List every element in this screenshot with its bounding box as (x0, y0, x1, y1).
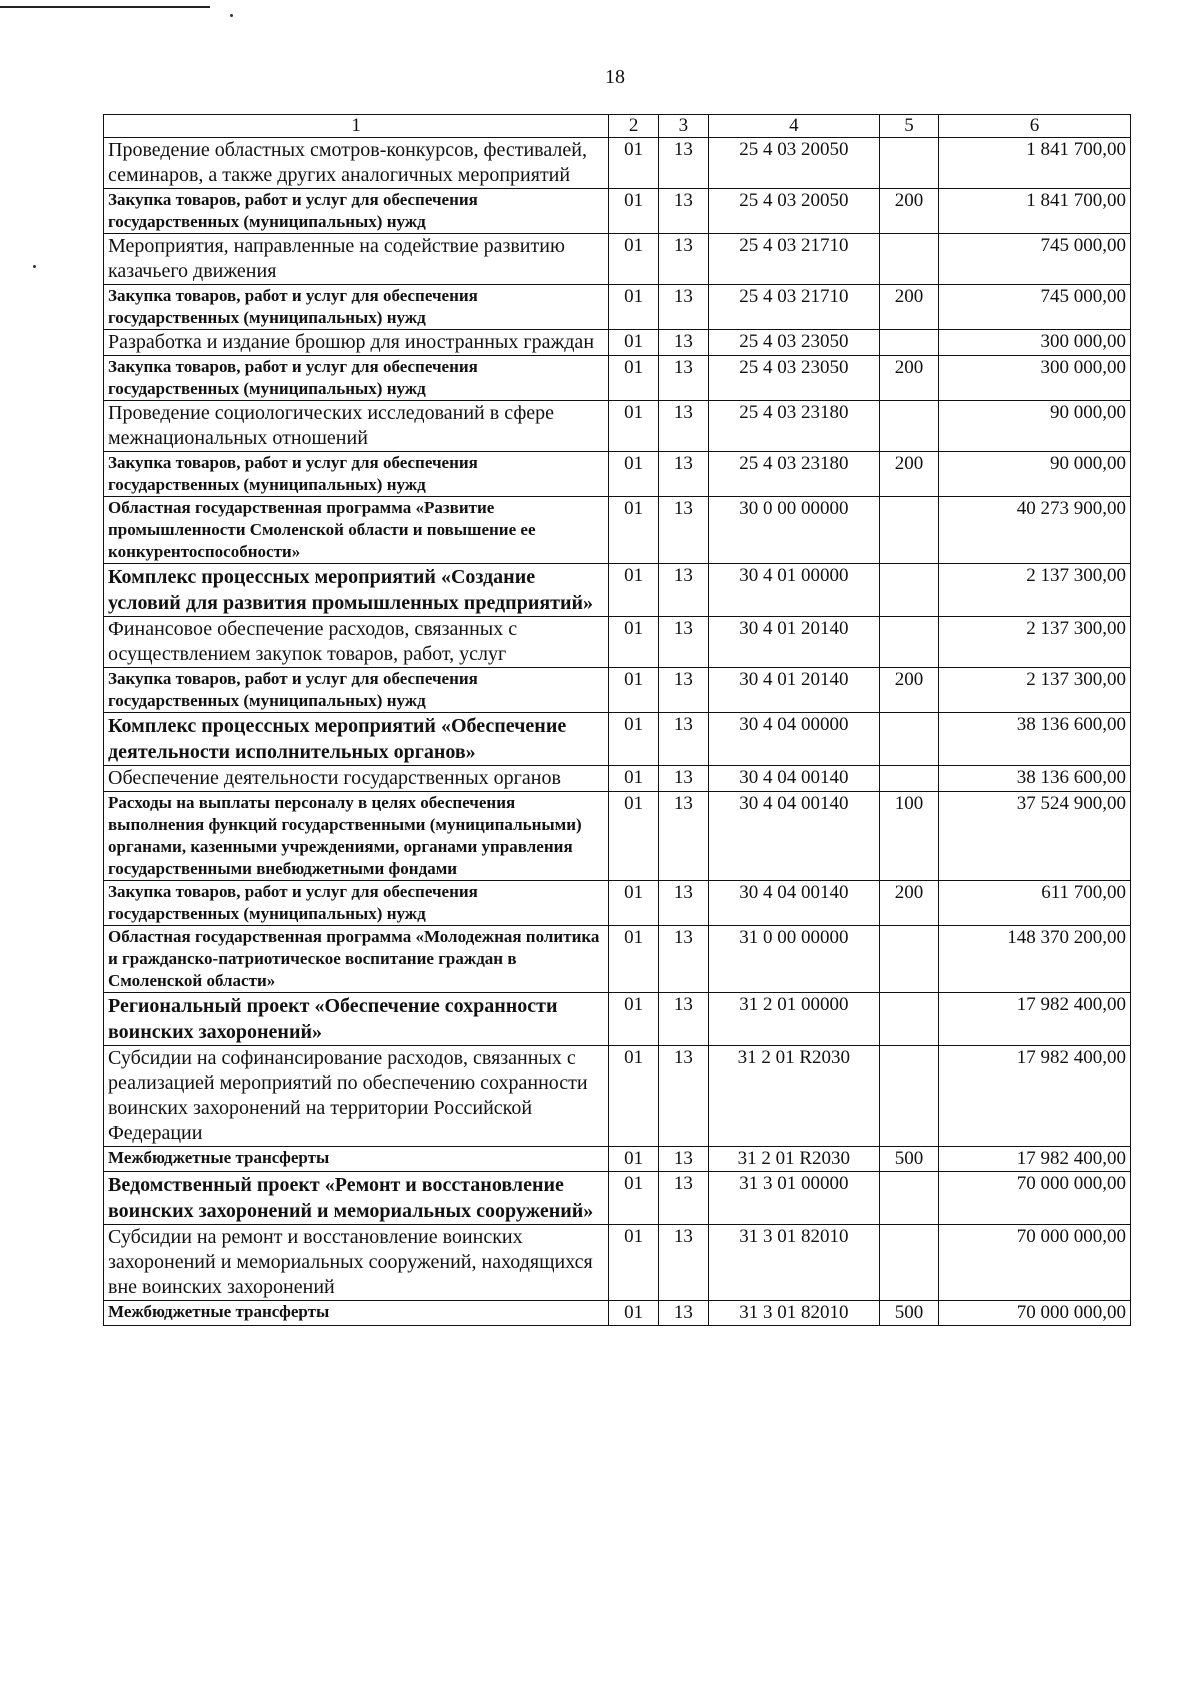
header-cell-1: 1 (104, 115, 609, 138)
table-row (104, 1225, 1131, 1301)
row-section-cell: 01 (609, 993, 659, 1046)
row-subsection-cell: 13 (658, 1172, 708, 1225)
row-section-cell: 01 (609, 234, 659, 285)
row-amount-cell: 38 136 600,00 (939, 713, 1131, 766)
row-section-cell: 01 (609, 564, 659, 617)
row-subsection-cell: 13 (658, 234, 708, 285)
row-target-code-cell: 25 4 03 23050 (708, 356, 879, 401)
table-row (104, 881, 1131, 926)
row-section-cell: 01 (609, 1301, 659, 1326)
row-amount-cell: 611 700,00 (939, 881, 1131, 926)
row-target-code-cell: 30 4 04 00140 (708, 792, 879, 881)
row-name-cell: Областная государственная программа «Молодежная политика и гражданско-патриотическое воспитание граждан в Смоленской области» (104, 926, 609, 993)
row-expense-type-cell: 500 (879, 1147, 938, 1172)
row-name-cell: Закупка товаров, работ и услуг для обеспечения государственных (муниципальных) нужд (104, 452, 609, 497)
row-expense-type-cell (879, 713, 938, 766)
row-name-cell: Комплекс процессных мероприятий «Создание условий для развития промышленных предприятий» (104, 564, 609, 617)
row-section-cell: 01 (609, 1172, 659, 1225)
table-row (104, 285, 1131, 330)
row-name-cell: Субсидии на ремонт и восстановление воинских захоронений и мемориальных сооружений, находящихся вне воинских захоронений (104, 1225, 609, 1301)
row-subsection-cell: 13 (658, 564, 708, 617)
header-cell-4: 4 (708, 115, 879, 138)
row-amount-cell: 745 000,00 (939, 234, 1131, 285)
row-amount-cell: 70 000 000,00 (939, 1301, 1131, 1326)
row-name-cell: Закупка товаров, работ и услуг для обеспечения государственных (муниципальных) нужд (104, 668, 609, 713)
row-name-cell: Мероприятия, направленные на содействие развитию казачьего движения (104, 234, 609, 285)
table-row (104, 330, 1131, 356)
row-target-code-cell: 31 2 01 R2030 (708, 1147, 879, 1172)
row-target-code-cell: 30 4 04 00140 (708, 881, 879, 926)
table-row (104, 668, 1131, 713)
row-expense-type-cell (879, 1172, 938, 1225)
row-expense-type-cell: 500 (879, 1301, 938, 1326)
row-name-cell: Разработка и издание брошюр для иностранных граждан (104, 330, 609, 356)
row-target-code-cell: 30 4 01 20140 (708, 617, 879, 668)
row-expense-type-cell (879, 926, 938, 993)
row-expense-type-cell (879, 1046, 938, 1147)
row-target-code-cell: 31 3 01 82010 (708, 1225, 879, 1301)
table-row (104, 926, 1131, 993)
row-section-cell: 01 (609, 926, 659, 993)
row-section-cell: 01 (609, 617, 659, 668)
row-section-cell: 01 (609, 401, 659, 452)
row-amount-cell: 2 137 300,00 (939, 564, 1131, 617)
row-amount-cell: 17 982 400,00 (939, 1147, 1131, 1172)
row-name-cell: Комплекс процессных мероприятий «Обеспечение деятельности исполнительных органов» (104, 713, 609, 766)
row-section-cell: 01 (609, 668, 659, 713)
row-name-cell: Межбюджетные трансферты (104, 1147, 609, 1172)
row-subsection-cell: 13 (658, 285, 708, 330)
table-row (104, 713, 1131, 766)
row-amount-cell: 148 370 200,00 (939, 926, 1131, 993)
row-target-code-cell: 31 2 01 00000 (708, 993, 879, 1046)
row-target-code-cell: 31 3 01 00000 (708, 1172, 879, 1225)
row-subsection-cell: 13 (658, 401, 708, 452)
row-subsection-cell: 13 (658, 668, 708, 713)
row-section-cell: 01 (609, 138, 659, 189)
row-expense-type-cell: 200 (879, 668, 938, 713)
row-subsection-cell: 13 (658, 189, 708, 234)
row-section-cell: 01 (609, 1147, 659, 1172)
table-row (104, 452, 1131, 497)
row-subsection-cell: 13 (658, 1046, 708, 1147)
row-amount-cell: 40 273 900,00 (939, 497, 1131, 564)
row-amount-cell: 90 000,00 (939, 401, 1131, 452)
row-expense-type-cell (879, 993, 938, 1046)
row-name-cell: Межбюджетные трансферты (104, 1301, 609, 1326)
row-expense-type-cell (879, 401, 938, 452)
row-target-code-cell: 25 4 03 21710 (708, 234, 879, 285)
row-section-cell: 01 (609, 1046, 659, 1147)
row-expense-type-cell: 200 (879, 881, 938, 926)
row-subsection-cell: 13 (658, 138, 708, 189)
row-amount-cell: 1 841 700,00 (939, 138, 1131, 189)
table-row (104, 1147, 1131, 1172)
row-section-cell: 01 (609, 452, 659, 497)
table-row (104, 792, 1131, 881)
row-section-cell: 01 (609, 1225, 659, 1301)
header-cell-6: 6 (939, 115, 1131, 138)
row-subsection-cell: 13 (658, 926, 708, 993)
table-row (104, 497, 1131, 564)
table-row (104, 356, 1131, 401)
row-expense-type-cell (879, 330, 938, 356)
row-target-code-cell: 30 4 04 00000 (708, 713, 879, 766)
row-target-code-cell: 30 4 04 00140 (708, 766, 879, 792)
table-row (104, 564, 1131, 617)
row-subsection-cell: 13 (658, 766, 708, 792)
table-row (104, 766, 1131, 792)
header-cell-3: 3 (658, 115, 708, 138)
row-expense-type-cell: 200 (879, 356, 938, 401)
row-section-cell: 01 (609, 356, 659, 401)
row-amount-cell: 70 000 000,00 (939, 1225, 1131, 1301)
table-row (104, 1046, 1131, 1147)
row-expense-type-cell (879, 1225, 938, 1301)
row-subsection-cell: 13 (658, 330, 708, 356)
row-expense-type-cell: 200 (879, 452, 938, 497)
row-target-code-cell: 25 4 03 20050 (708, 189, 879, 234)
table-row (104, 401, 1131, 452)
row-amount-cell: 70 000 000,00 (939, 1172, 1131, 1225)
row-target-code-cell: 30 0 00 00000 (708, 497, 879, 564)
row-amount-cell: 2 137 300,00 (939, 617, 1131, 668)
budget-table (103, 114, 1131, 1326)
row-section-cell: 01 (609, 330, 659, 356)
row-expense-type-cell (879, 497, 938, 564)
row-amount-cell: 300 000,00 (939, 356, 1131, 401)
row-subsection-cell: 13 (658, 713, 708, 766)
budget-table-body (104, 115, 1131, 1326)
row-target-code-cell: 30 4 01 00000 (708, 564, 879, 617)
row-amount-cell: 38 136 600,00 (939, 766, 1131, 792)
row-amount-cell: 17 982 400,00 (939, 993, 1131, 1046)
row-name-cell: Ведомственный проект «Ремонт и восстановление воинских захоронений и мемориальных сооружений» (104, 1172, 609, 1225)
row-section-cell: 01 (609, 285, 659, 330)
row-name-cell: Субсидии на софинансирование расходов, связанных с реализацией мероприятий по обеспечению сохранности воинских захоронений на территории Российской Федерации (104, 1046, 609, 1147)
row-target-code-cell: 25 4 03 23180 (708, 401, 879, 452)
header-cell-5: 5 (879, 115, 938, 138)
row-expense-type-cell (879, 564, 938, 617)
row-section-cell: 01 (609, 713, 659, 766)
row-section-cell: 01 (609, 497, 659, 564)
row-target-code-cell: 31 2 01 R2030 (708, 1046, 879, 1147)
row-subsection-cell: 13 (658, 881, 708, 926)
row-target-code-cell: 25 4 03 23050 (708, 330, 879, 356)
row-amount-cell: 300 000,00 (939, 330, 1131, 356)
row-name-cell: Областная государственная программа «Развитие промышленности Смоленской области и повышение ее конкурентоспособности» (104, 497, 609, 564)
page-number: 18 (605, 66, 625, 88)
row-target-code-cell: 25 4 03 23180 (708, 452, 879, 497)
row-section-cell: 01 (609, 792, 659, 881)
row-target-code-cell: 25 4 03 20050 (708, 138, 879, 189)
row-amount-cell: 1 841 700,00 (939, 189, 1131, 234)
row-target-code-cell: 25 4 03 21710 (708, 285, 879, 330)
row-subsection-cell: 13 (658, 617, 708, 668)
row-amount-cell: 2 137 300,00 (939, 668, 1131, 713)
row-section-cell: 01 (609, 881, 659, 926)
table-row (104, 1301, 1131, 1326)
row-subsection-cell: 13 (658, 1301, 708, 1326)
row-subsection-cell: 13 (658, 1147, 708, 1172)
row-name-cell: Закупка товаров, работ и услуг для обеспечения государственных (муниципальных) нужд (104, 356, 609, 401)
row-target-code-cell: 31 3 01 82010 (708, 1301, 879, 1326)
row-name-cell: Закупка товаров, работ и услуг для обеспечения государственных (муниципальных) нужд (104, 189, 609, 234)
row-subsection-cell: 13 (658, 356, 708, 401)
scan-top-line (0, 6, 210, 8)
row-expense-type-cell: 200 (879, 285, 938, 330)
table-row (104, 234, 1131, 285)
header-cell-2: 2 (609, 115, 659, 138)
row-section-cell: 01 (609, 189, 659, 234)
table-row (104, 1172, 1131, 1225)
row-amount-cell: 37 524 900,00 (939, 792, 1131, 881)
row-amount-cell: 17 982 400,00 (939, 1046, 1131, 1147)
row-subsection-cell: 13 (658, 452, 708, 497)
row-section-cell: 01 (609, 766, 659, 792)
row-expense-type-cell (879, 766, 938, 792)
row-name-cell: Проведение областных смотров-конкурсов, фестивалей, семинаров, а также других аналогичных мероприятий (104, 138, 609, 189)
scan-speck (33, 265, 36, 268)
table-header-row (104, 115, 1131, 138)
row-expense-type-cell: 200 (879, 189, 938, 234)
row-subsection-cell: 13 (658, 497, 708, 564)
row-target-code-cell: 30 4 01 20140 (708, 668, 879, 713)
row-subsection-cell: 13 (658, 1225, 708, 1301)
row-amount-cell: 90 000,00 (939, 452, 1131, 497)
row-name-cell: Финансовое обеспечение расходов, связанных с осуществлением закупок товаров, работ, услуг (104, 617, 609, 668)
row-name-cell: Расходы на выплаты персоналу в целях обеспечения выполнения функций государственными (муниципальными) органами, казенными учреждениями, органами управления государственными внебюджетными фондами (104, 792, 609, 881)
table-row (104, 617, 1131, 668)
row-name-cell: Закупка товаров, работ и услуг для обеспечения государственных (муниципальных) нужд (104, 285, 609, 330)
row-subsection-cell: 13 (658, 792, 708, 881)
row-amount-cell: 745 000,00 (939, 285, 1131, 330)
row-target-code-cell: 31 0 00 00000 (708, 926, 879, 993)
row-name-cell: Закупка товаров, работ и услуг для обеспечения государственных (муниципальных) нужд (104, 881, 609, 926)
scan-speck (230, 14, 233, 17)
row-name-cell: Региональный проект «Обеспечение сохранности воинских захоронений» (104, 993, 609, 1046)
row-expense-type-cell: 100 (879, 792, 938, 881)
row-name-cell: Обеспечение деятельности государственных органов (104, 766, 609, 792)
row-expense-type-cell (879, 138, 938, 189)
table-row (104, 138, 1131, 189)
row-expense-type-cell (879, 234, 938, 285)
table-row (104, 189, 1131, 234)
row-expense-type-cell (879, 617, 938, 668)
row-subsection-cell: 13 (658, 993, 708, 1046)
table-row (104, 993, 1131, 1046)
row-name-cell: Проведение социологических исследований в сфере межнациональных отношений (104, 401, 609, 452)
